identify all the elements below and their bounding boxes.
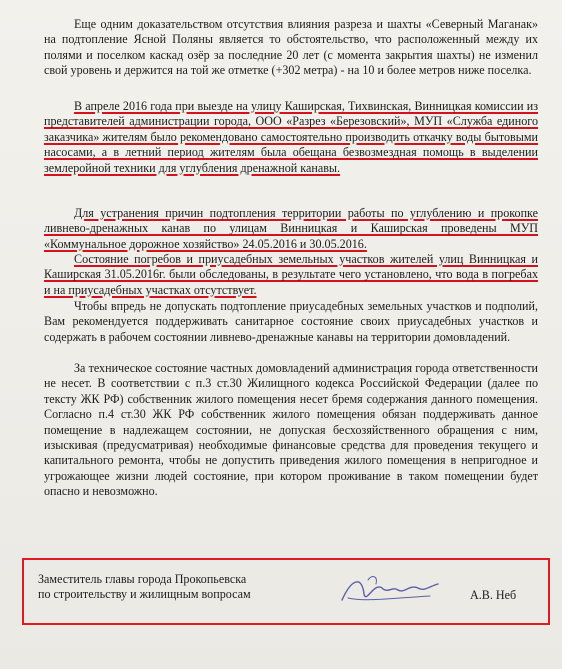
paragraph-2-highlighted: В апреле 2016 года при выезде на улицу Каширская, Тихвинская, Винницкая комиссии из представителей администрации города, ООО «Разрез «Березовский», МУП «Служба единого заказчика» жителям было рекомендовано самостоятельно производить откачку воды бытовыми насосами, а в летний период жителям была обещана безвозмездная помощь в выделении землеройной техники для углубления дренажной канавы.: [44, 99, 538, 175]
paragraph-1: Еще одним доказательством отсутствия влияния разреза и шахты «Северный Маганак» на подтопление Ясной Поляны является то обстоятельство, что расположенный между их полями и поселком каскад озёр за последние 20 лет (с момента закрытия шахты) не изменил свой уровень и держится на той же отметке (+302 метра) - на 10 и более метров ниже поселка.: [44, 17, 538, 78]
paragraph-6: За техническое состояние частных домовладений администрация города ответственности не несет. В соответствии с п.3 ст.30 Жилищного кодекса Российской Федерации (далее по тексту ЖК РФ) собственник жилого помещения несет бремя содержания данного помещения. Согласно п.4 ст.30 ЖК РФ собственник жилого помещения обязан поддерживать данное помещение в надлежащем состоянии, не допуская бесхозяйственного обращения с ним, изыскивая (предусматривая) необходимые финансовые средства для проведения текущего и капитального ремонта, чтобы не допустить приведения жилого помещения в непригодное и угрожающее жизни людей состояние, при котором проживание в таком помещении будет опасно и невозможно.: [44, 361, 538, 499]
signatory-title: Заместитель главы города Прокопьевска по строительству и жилищным вопросам: [38, 572, 251, 601]
signature-block: [22, 558, 550, 625]
paragraph-4-highlighted: Состояние погребов и приусадебных земельных участков жителей улиц Винницкая и Каширская 31.05.2016г. были обследованы, в результате чего установлено, что вода в погребах и на приусадебных участках отсутствует.: [44, 252, 538, 297]
paragraph-5: Чтобы впредь не допускать подтопление приусадебных земельных участков и подполий, Вам рекомендуется поддерживать санитарное состояние своих приусадебных участков и содержать в рабочем состоянии ливнево-дренажные канавы на территории домовладений.: [44, 299, 538, 344]
handwritten-signature: [334, 568, 444, 613]
signatory-name: А.В. Неб: [470, 588, 517, 602]
paragraph-3-highlighted: Для устранения причин подтопления территории работы по углублению и прокопке ливнево-дренажных канав по улицам Винницкая и Каширская проведены МУП «Коммунальное дорожное хозяйство» 24.05.2016 и 30.05.2016.: [44, 206, 538, 251]
